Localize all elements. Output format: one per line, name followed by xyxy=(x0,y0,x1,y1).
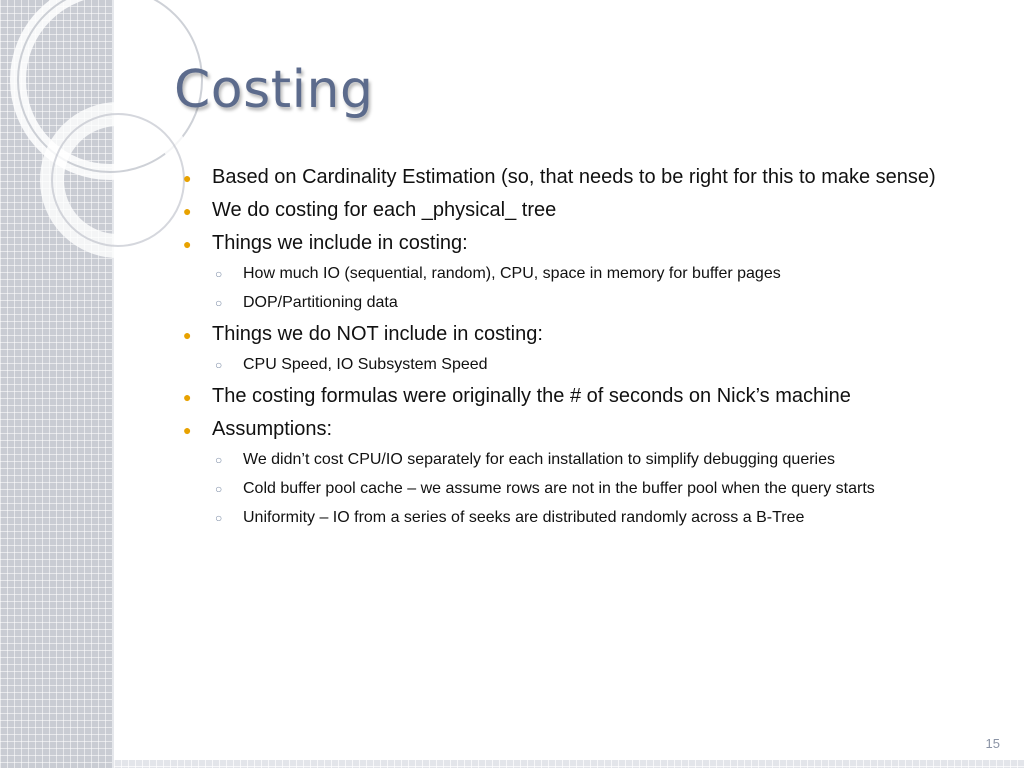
bullet-item xyxy=(180,322,995,375)
bullet-dot-icon: ● xyxy=(183,422,192,438)
bullet-ring-icon: ○ xyxy=(215,358,223,372)
decorative-ring-small-edge xyxy=(52,114,184,246)
sub-bullet-item xyxy=(212,479,995,499)
bullet-text: Assumptions: xyxy=(212,418,333,440)
bullet-dot-icon: ● xyxy=(183,170,192,186)
sub-bullet-text: How much IO (sequential, random), CPU, space in memory for buffer pages xyxy=(243,265,781,282)
sub-bullet-text: We didn’t cost CPU/IO separately for each installation to simplify debugging queries xyxy=(243,451,836,468)
bullet-list xyxy=(180,165,995,528)
sub-bullet-list xyxy=(212,450,995,528)
bullet-dot-icon: ● xyxy=(183,389,192,405)
sub-bullet-list xyxy=(212,264,995,313)
bullet-item xyxy=(180,231,995,313)
bullet-ring-icon: ○ xyxy=(215,482,223,496)
slide-content xyxy=(180,165,995,537)
bullet-ring-icon: ○ xyxy=(215,511,223,525)
bullet-ring-icon: ○ xyxy=(215,296,223,310)
bullet-item xyxy=(180,384,995,408)
sub-bullet-item xyxy=(212,293,995,313)
sub-bullet-item xyxy=(212,508,995,528)
bottom-pattern-strip xyxy=(114,760,1024,768)
bullet-item xyxy=(180,165,995,189)
sub-bullet-text: Cold buffer pool cache – we assume rows are not in the buffer pool when the query starts xyxy=(243,480,875,497)
slide-title: Costing xyxy=(174,60,374,120)
bullet-item xyxy=(180,417,995,528)
sub-bullet-text: DOP/Partitioning data xyxy=(243,294,398,311)
bullet-text: We do costing for each _physical_ tree xyxy=(212,199,557,221)
sub-bullet-text: CPU Speed, IO Subsystem Speed xyxy=(243,356,488,373)
page-number: 15 xyxy=(985,736,1000,751)
bullet-dot-icon: ● xyxy=(183,327,192,343)
bullet-text: Based on Cardinality Estimation (so, that needs to be right for this to make sense) xyxy=(212,166,936,188)
bullet-text: Things we do NOT include in costing: xyxy=(212,323,543,345)
bullet-item xyxy=(180,198,995,222)
bullet-ring-icon: ○ xyxy=(215,453,223,467)
sub-bullet-item xyxy=(212,264,995,284)
bullet-ring-icon: ○ xyxy=(215,267,223,281)
bullet-dot-icon: ● xyxy=(183,236,192,252)
sub-bullet-text: Uniformity – IO from a series of seeks are distributed randomly across a B-Tree xyxy=(243,509,805,526)
sub-bullet-list xyxy=(212,355,995,375)
sub-bullet-item xyxy=(212,355,995,375)
bullet-text: Things we include in costing: xyxy=(212,232,468,254)
bullet-dot-icon: ● xyxy=(183,203,192,219)
sub-bullet-item xyxy=(212,450,995,470)
bullet-text: The costing formulas were originally the # of seconds on Nick’s machine xyxy=(212,385,851,407)
